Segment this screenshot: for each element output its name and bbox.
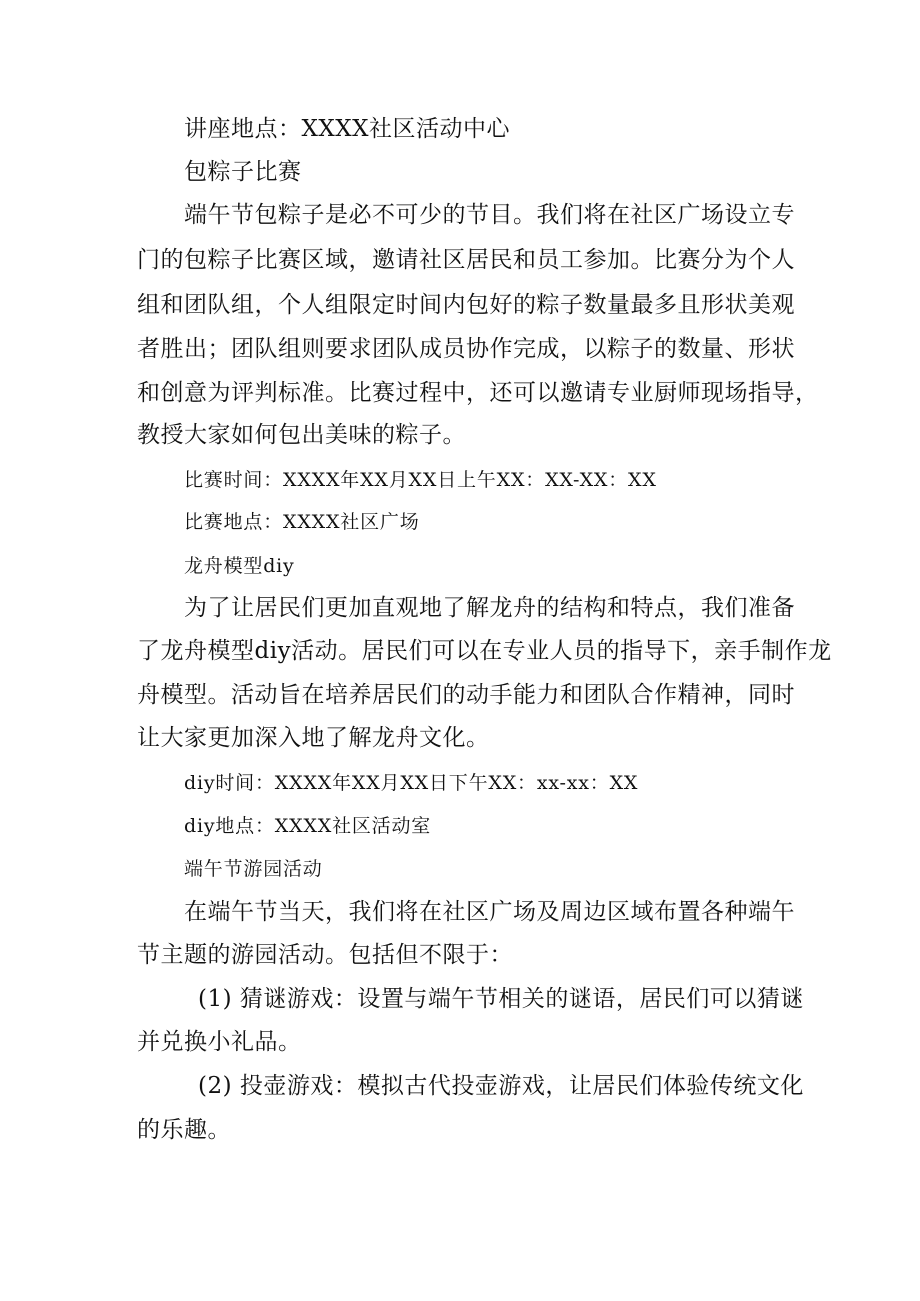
dragon-boat-location: diy地点：XXXX社区活动室 (184, 815, 432, 837)
garden-heading: 端午节游园活动 (184, 858, 323, 880)
dragon-boat-paragraph-line: 了龙舟模型diy活动。居民们可以在专业人员的指导下，亲手制作龙 (137, 638, 832, 664)
garden-item-line: 的乐趣。 (137, 1117, 231, 1143)
zongzi-location: 比赛地点：XXXX社区广场 (184, 511, 420, 533)
zongzi-paragraph-line: 组和团队组，个人组限定时间内包好的粽子数量最多且形状美观 (137, 292, 795, 318)
dragon-boat-paragraph-line: 舟模型。活动旨在培养居民们的动手能力和团队合作精神，同时 (137, 682, 795, 708)
lecture-location: 讲座地点：XXXX社区活动中心 (184, 116, 510, 142)
garden-paragraph-line: 节主题的游园活动。包括但不限于： (137, 942, 513, 968)
garden-item-line: 并兑换小礼品。 (137, 1029, 302, 1055)
zongzi-paragraph-line: 者胜出；团队组则要求团队成员协作完成，以粽子的数量、形状 (137, 336, 795, 362)
dragon-boat-paragraph-line: 为了让居民们更加直观地了解龙舟的结构和特点，我们准备 (184, 595, 795, 621)
garden-item-line: (1) 猜谜游戏：设置与端午节相关的谜语，居民们可以猜谜 (198, 986, 804, 1012)
dragon-boat-paragraph-line: 让大家更加深入地了解龙舟文化。 (137, 725, 490, 751)
zongzi-paragraph-line: 教授大家如何包出美味的粽子。 (137, 422, 466, 448)
zongzi-paragraph-line: 端午节包粽子是必不可少的节目。我们将在社区广场设立专 (184, 202, 795, 228)
zongzi-time: 比赛时间：XXXX年XX月XX日上午XX：XX-XX：XX (184, 469, 657, 491)
garden-item-line: (2) 投壶游戏：模拟古代投壶游戏，让居民们体验传统文化 (198, 1073, 804, 1099)
garden-paragraph-line: 在端午节当天，我们将在社区广场及周边区域布置各种端午 (184, 899, 795, 925)
dragon-boat-heading: 龙舟模型diy (184, 555, 295, 577)
zongzi-paragraph-line: 和创意为评判标准。比赛过程中，还可以邀请专业厨师现场指导， (137, 380, 819, 406)
dragon-boat-time: diy时间：XXXX年XX月XX日下午XX：xx-xx：XX (184, 772, 639, 794)
zongzi-heading: 包粽子比赛 (184, 159, 302, 185)
zongzi-paragraph-line: 门的包粽子比赛区域，邀请社区居民和员工参加。比赛分为个人 (137, 247, 795, 273)
